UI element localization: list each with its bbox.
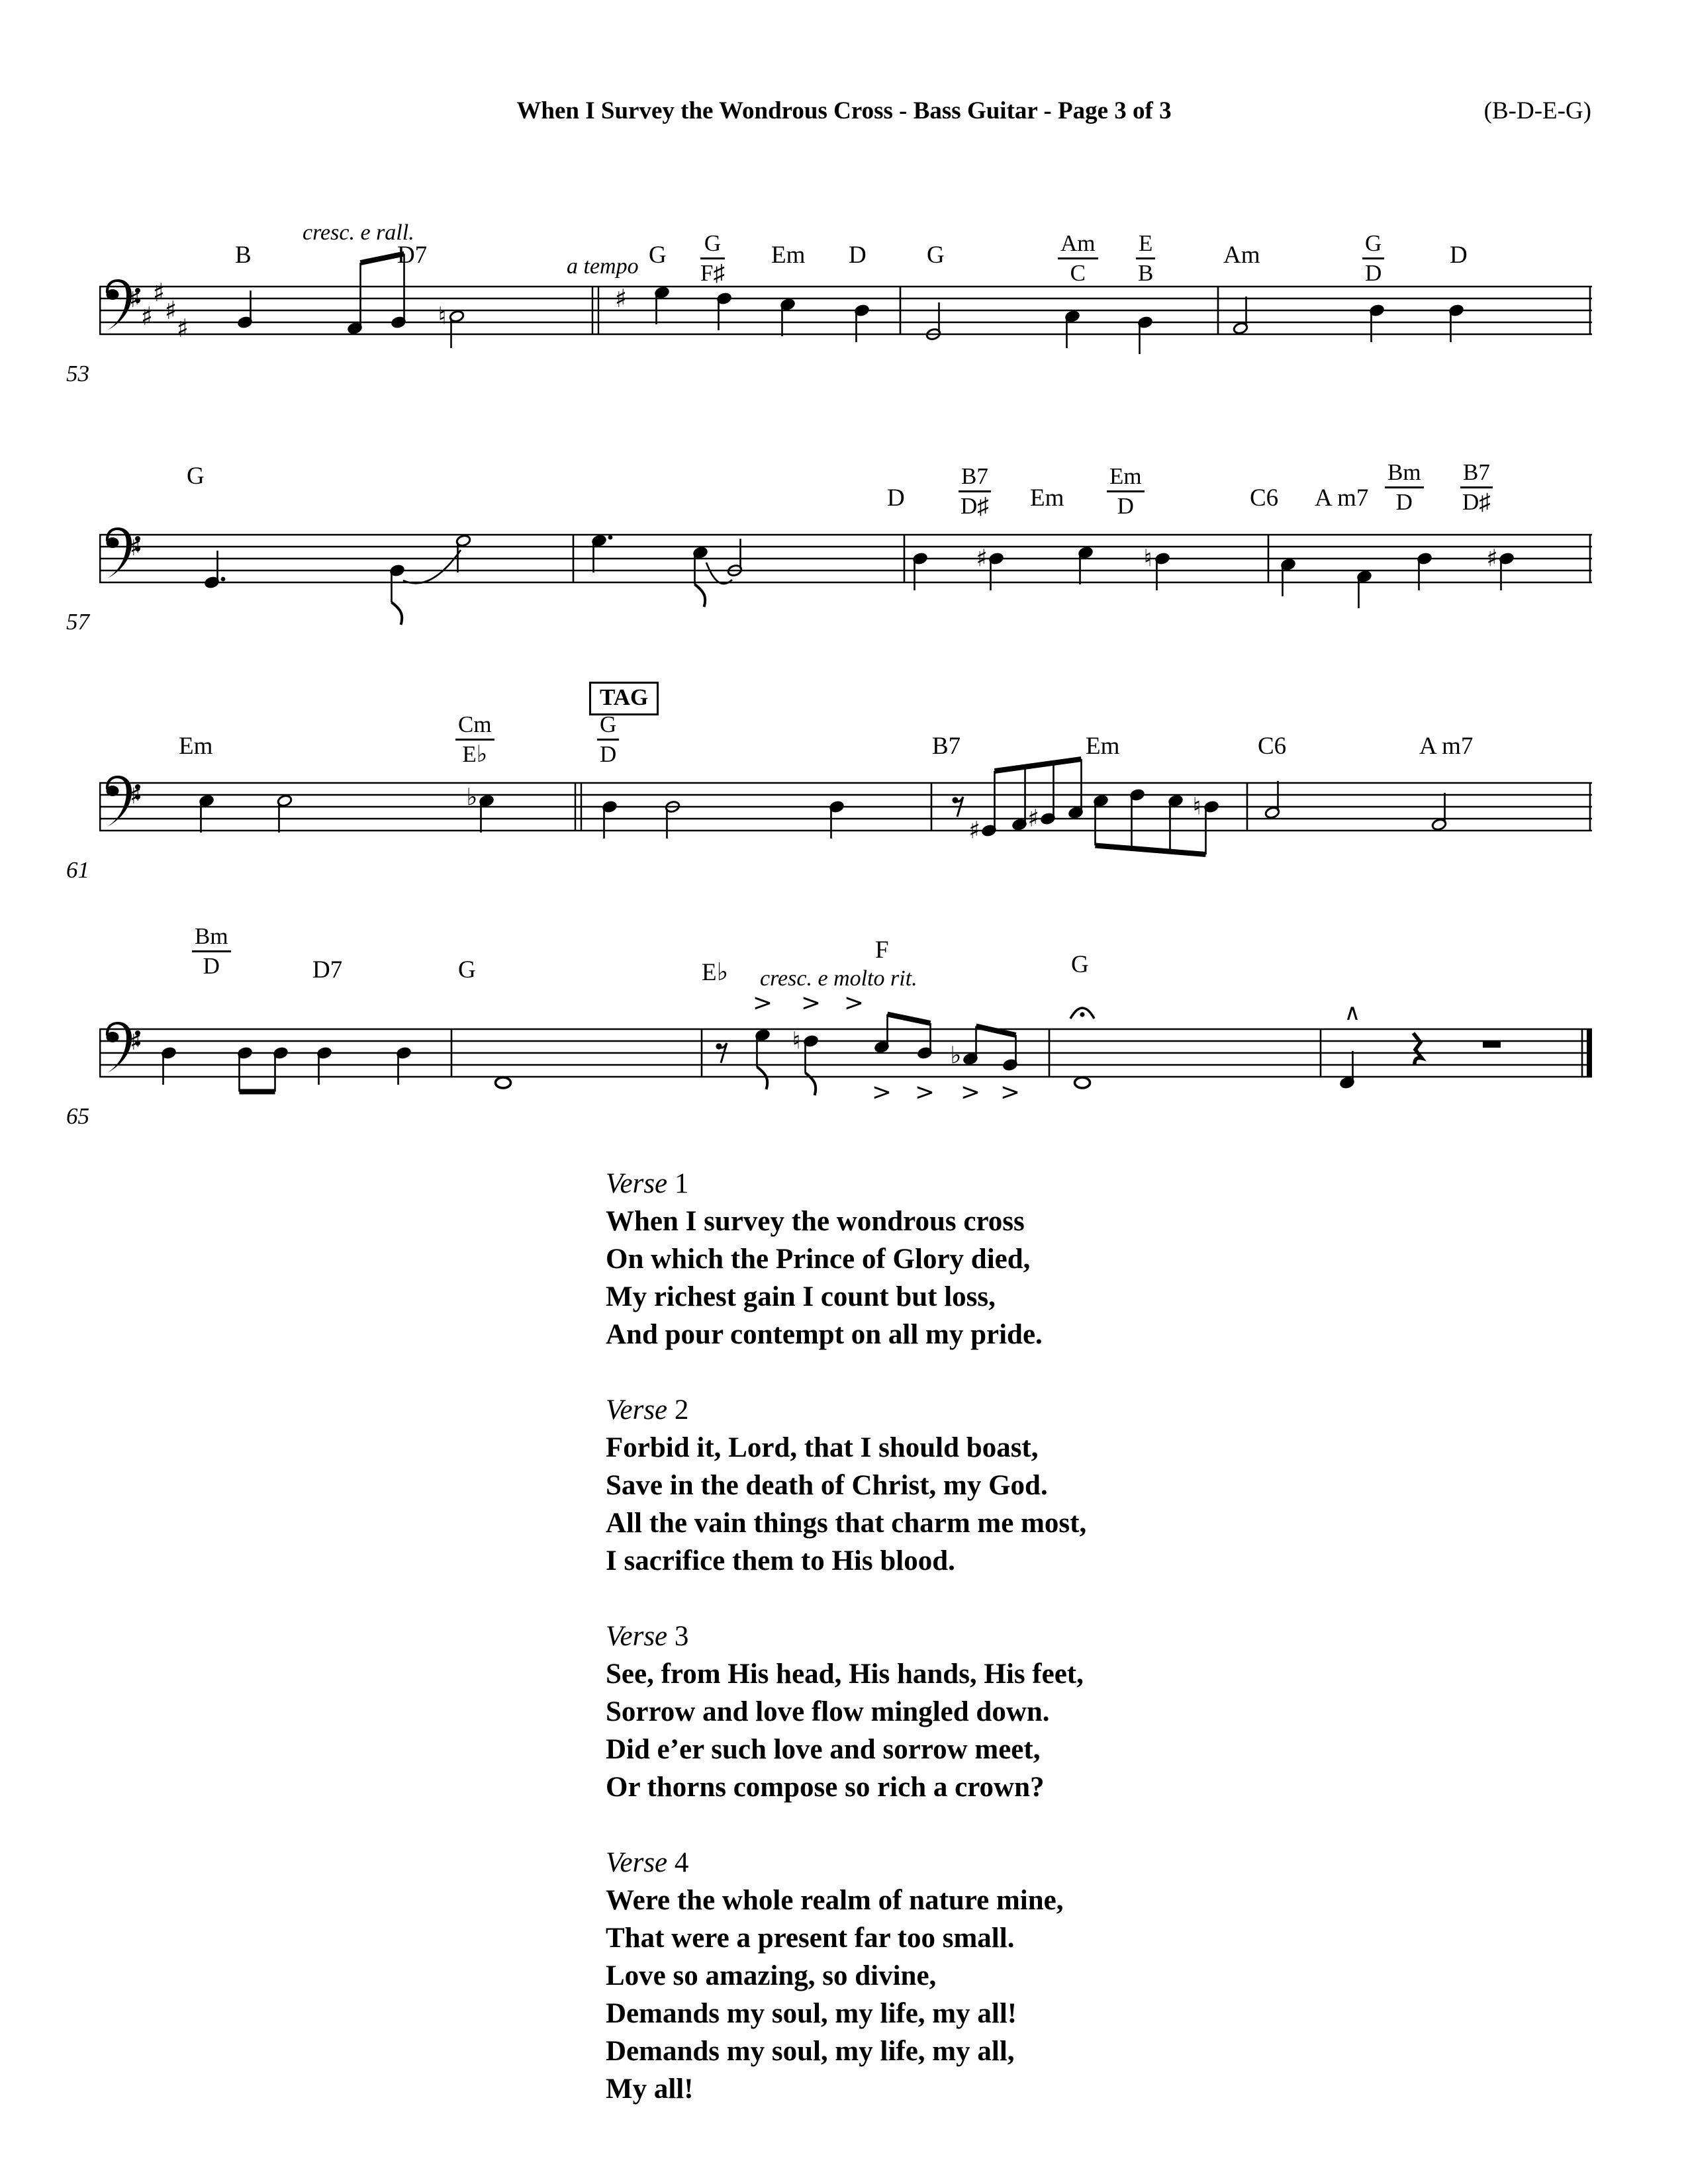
- verse-label-word: Verse: [606, 1168, 668, 1199]
- chord-root: Bm: [1385, 459, 1424, 488]
- page-title: When I Survey the Wondrous Cross - Bass Guitar - Page 3 of 3: [516, 97, 1172, 124]
- note: [1431, 793, 1446, 831]
- staff-system-m61: [99, 690, 1602, 895]
- note: [1486, 545, 1514, 591]
- note: [1144, 545, 1170, 591]
- key-signature-sharp-icon: ♯: [129, 780, 142, 809]
- accent-icon: >: [800, 989, 821, 1017]
- verse-number: 1: [667, 1168, 689, 1199]
- note: [1233, 296, 1248, 335]
- key-signature-sharp-icon: ♯: [128, 284, 142, 313]
- tempo-direction: cresc. e rall.: [303, 220, 414, 245]
- measure-number: 53: [66, 361, 89, 387]
- note: [1075, 1077, 1090, 1088]
- accidental-icon: ♭: [950, 1042, 962, 1069]
- chord-symbol: G: [927, 242, 945, 269]
- chord-symbol: A m7: [1419, 733, 1474, 760]
- accidental-icon: ♯: [976, 545, 988, 572]
- verse-number: 2: [667, 1394, 689, 1426]
- note: [780, 298, 795, 336]
- chord-symbol: A m7: [1315, 484, 1369, 512]
- measure-number: 65: [66, 1103, 89, 1129]
- chord-symbol: [597, 711, 619, 768]
- note: [792, 1028, 819, 1096]
- verse-label-word: Verse: [606, 1847, 668, 1878]
- note: [968, 817, 996, 844]
- chord-symbol: [1460, 459, 1493, 516]
- chord-bass: E♭: [462, 741, 488, 767]
- chord-symbol: G: [187, 463, 205, 490]
- verse-line: Save in the death of Christ, my God.: [606, 1470, 1048, 1501]
- chord-root: B7: [1460, 459, 1493, 488]
- marcato-icon: ∧: [1344, 999, 1361, 1026]
- note: [591, 534, 612, 572]
- chord-symbol: [700, 230, 725, 287]
- verse-label: [606, 1165, 1086, 1203]
- chord-symbol: Em: [1086, 733, 1120, 760]
- note: [1264, 781, 1280, 819]
- chord-symbol: Em: [1030, 484, 1064, 512]
- chord-root: E: [1136, 230, 1155, 259]
- note: [1280, 558, 1295, 596]
- chord-symbol: Em: [771, 242, 806, 269]
- verse-line: Were the whole realm of nature mine,: [606, 1885, 1064, 1916]
- chord-symbol: B: [235, 242, 252, 269]
- chord-root: Em: [1107, 463, 1145, 492]
- key-signature-sharp-icon: ♯: [129, 532, 142, 561]
- verse-line: When I survey the wondrous cross: [606, 1206, 1025, 1237]
- key-signature-sharp-icon: ♯: [176, 314, 189, 343]
- accidental-icon: ♮: [438, 302, 447, 330]
- note: [1339, 1051, 1354, 1089]
- note: [1356, 570, 1372, 608]
- rehearsal-mark-tag: TAG: [589, 682, 659, 715]
- chord-root: Cm: [455, 711, 494, 741]
- accidental-icon: ♯: [1027, 805, 1039, 833]
- accent-icon: >: [1000, 1079, 1021, 1106]
- accidental-icon: ♯: [968, 817, 980, 844]
- note: [199, 794, 214, 833]
- chord-bass: D: [203, 953, 220, 979]
- chord-symbol: [1136, 230, 1155, 287]
- chord-bass: D: [1117, 493, 1134, 519]
- verse-line: Did e’er such love and sorrow meet,: [606, 1734, 1041, 1765]
- chord-symbol: D: [1450, 242, 1468, 269]
- tuning-label: (B-D-E-G): [1483, 97, 1591, 124]
- chord-symbol: D7: [397, 242, 428, 269]
- chord-symbol: C6: [1258, 733, 1287, 760]
- chord-bass: D: [600, 741, 617, 767]
- note: [277, 794, 292, 833]
- verse-line: Or thorns compose so rich a crown?: [606, 1772, 1045, 1803]
- chord-bass: D: [1365, 260, 1382, 286]
- key-signature-sharp-icon: ♯: [614, 284, 628, 313]
- verse-line: My richest gain I count but loss,: [606, 1281, 996, 1312]
- note: [438, 303, 465, 349]
- verse-label: [606, 1391, 1086, 1429]
- chord-root: G: [700, 230, 725, 259]
- accidental-icon: ♭: [466, 784, 478, 811]
- accidental-icon: ♮: [1143, 545, 1152, 572]
- chord-symbol: D: [887, 484, 905, 512]
- verse-line: My all!: [606, 2073, 694, 2105]
- measure-number: 57: [66, 609, 89, 635]
- chord-root: Bm: [192, 923, 231, 952]
- note: [1027, 805, 1055, 833]
- note: [654, 286, 669, 324]
- chord-root: G: [597, 711, 619, 741]
- key-signature-sharp-icon: ♯: [164, 296, 177, 325]
- accent-icon: >: [914, 1079, 935, 1106]
- half-rest-icon: [1483, 1042, 1501, 1048]
- chord-bass: F♯: [700, 260, 725, 286]
- note: [389, 564, 404, 625]
- key-signature-sharp-icon: ♯: [129, 1026, 142, 1056]
- verse-line: Love so amazing, so divine,: [606, 1960, 937, 1991]
- chord-symbol: Em: [179, 733, 213, 760]
- chord-symbol: [455, 711, 494, 768]
- chord-symbol: [192, 923, 231, 980]
- chord-symbol: G: [458, 956, 476, 983]
- verses-area: [606, 1165, 1086, 2146]
- chord-symbol: G: [649, 242, 667, 269]
- chord-symbol: [1058, 230, 1098, 287]
- quarter-rest-icon: [1413, 1033, 1422, 1066]
- verse-line: Demands my soul, my life, my all!: [606, 1998, 1017, 2029]
- key-signature-sharp-icon: ♯: [140, 302, 154, 331]
- verse-block-3: [606, 1617, 1086, 1806]
- chord-root: B7: [959, 463, 991, 492]
- verse-label-word: Verse: [606, 1621, 668, 1652]
- chord-bass: B: [1138, 260, 1154, 286]
- verse-block-1: [606, 1165, 1086, 1353]
- chord-symbol: [1385, 459, 1424, 516]
- verse-label: [606, 1617, 1086, 1655]
- chord-symbol: G: [1071, 951, 1089, 978]
- accent-icon: >: [843, 989, 865, 1017]
- fermata-icon: [1070, 1008, 1094, 1019]
- staff-system-m57: [99, 442, 1602, 647]
- verse-block-2: [606, 1391, 1086, 1580]
- note: [467, 784, 494, 833]
- chord-bass: D♯: [961, 493, 989, 519]
- verse-number: 3: [667, 1621, 689, 1652]
- verse-line: That were a present far too small.: [606, 1923, 1015, 1954]
- chord-symbol: D: [849, 242, 867, 269]
- note: [692, 546, 708, 607]
- chord-symbol: B7: [932, 733, 961, 760]
- accidental-icon: ♮: [1192, 793, 1201, 821]
- chord-symbol: D7: [312, 956, 343, 983]
- chord-root: Am: [1058, 230, 1098, 259]
- verse-line: Forbid it, Lord, that I should boast,: [606, 1432, 1039, 1463]
- chord-symbol: [1107, 463, 1145, 520]
- accent-icon: >: [871, 1079, 892, 1106]
- chord-symbol: Am: [1223, 242, 1260, 269]
- verse-line: And pour contempt on all my pride.: [606, 1319, 1043, 1350]
- verse-label-word: Verse: [606, 1394, 668, 1426]
- chord-bass: D: [1395, 489, 1413, 515]
- accidental-icon: ♮: [792, 1027, 801, 1055]
- tempo-direction: cresc. e molto rit.: [760, 966, 917, 991]
- verse-line: Demands my soul, my life, my all,: [606, 2036, 1015, 2067]
- slur: [403, 550, 461, 583]
- note: [976, 545, 1004, 591]
- verse-number: 4: [667, 1847, 689, 1878]
- chord-bass: C: [1070, 260, 1086, 286]
- note: [496, 1077, 511, 1088]
- accent-icon: >: [960, 1079, 981, 1106]
- verse-line: Sorrow and love flow mingled down.: [606, 1696, 1050, 1727]
- verse-line: On which the Prince of Glory died,: [606, 1244, 1031, 1275]
- accidental-icon: ♯: [1486, 545, 1498, 572]
- verse-line: See, from His head, His hands, His feet,: [606, 1659, 1084, 1690]
- note: [755, 1028, 770, 1089]
- chord-symbol: [959, 463, 991, 520]
- chord-bass: D♯: [1462, 489, 1491, 515]
- chord-symbol: E♭: [702, 959, 729, 986]
- key-signature-sharp-icon: ♯: [152, 278, 165, 307]
- note: [1078, 546, 1093, 584]
- accent-icon: >: [752, 989, 773, 1017]
- chord-symbol: C6: [1250, 484, 1279, 512]
- tempo-direction: a tempo: [567, 254, 639, 279]
- verse-label: [606, 1844, 1086, 1882]
- chord-symbol: F: [875, 936, 889, 964]
- chord-root: G: [1362, 230, 1384, 259]
- note: [1064, 310, 1080, 348]
- verse-block-4: [606, 1844, 1086, 2108]
- verse-line: All the vain things that charm me most,: [606, 1508, 1087, 1539]
- measure-number: 61: [66, 857, 89, 883]
- verse-line: I sacrifice them to His blood.: [606, 1545, 955, 1576]
- chord-symbol: [1362, 230, 1384, 287]
